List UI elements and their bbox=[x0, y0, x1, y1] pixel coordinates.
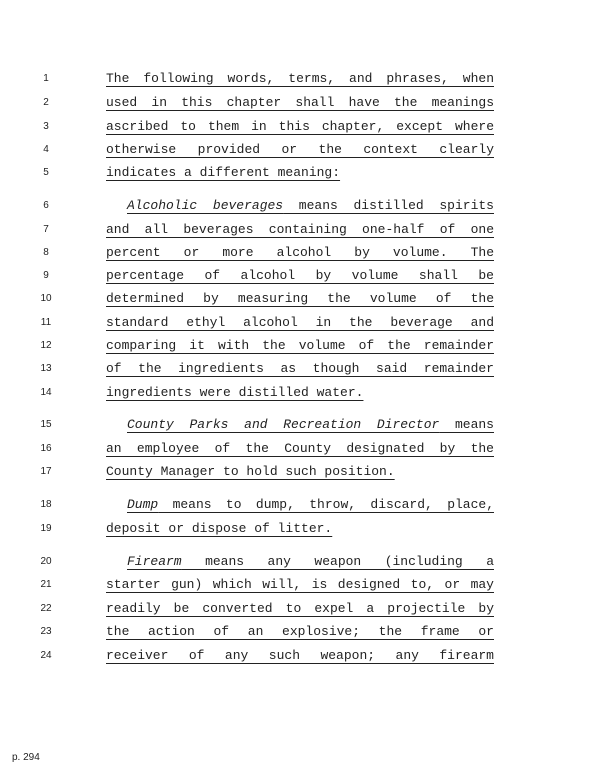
line-text: the action of an explosive; the frame or bbox=[106, 624, 494, 639]
line-text: used in this chapter shall have the meanings bbox=[106, 95, 494, 110]
document-line bbox=[0, 647, 600, 667]
line-number: 3 bbox=[43, 121, 49, 132]
document-line bbox=[0, 384, 600, 404]
line-text bbox=[106, 496, 494, 514]
line-number: 9 bbox=[43, 270, 49, 281]
line-number: 23 bbox=[40, 626, 52, 637]
document-line bbox=[0, 197, 600, 217]
document-line bbox=[0, 244, 600, 264]
line-number: 14 bbox=[40, 387, 52, 398]
line-number: 19 bbox=[40, 523, 52, 534]
document-line bbox=[0, 221, 600, 241]
line-number: 5 bbox=[43, 167, 49, 178]
line-number: 20 bbox=[40, 556, 52, 567]
line-text: and all beverages containing one-half of one bbox=[106, 222, 494, 237]
line-number: 24 bbox=[40, 650, 52, 661]
line-number: 1 bbox=[43, 73, 49, 84]
line-text: ascribed to them in this chapter, except where bbox=[106, 119, 494, 134]
line-number: 16 bbox=[40, 443, 52, 454]
line-text: determined by measuring the volume of the bbox=[106, 291, 494, 306]
definition-text: means to dump, throw, discard, place, bbox=[158, 497, 494, 512]
document-line bbox=[0, 337, 600, 357]
document-line bbox=[0, 314, 600, 334]
defined-term: Alcoholic beverages bbox=[127, 198, 284, 213]
page-number: p. 294 bbox=[12, 752, 40, 763]
defined-term: County Parks and Recreation Director bbox=[127, 417, 440, 432]
line-text: standard ethyl alcohol in the beverage and bbox=[106, 315, 494, 330]
document-line bbox=[0, 463, 600, 483]
line-text: ingredients were distilled water. bbox=[106, 385, 364, 400]
line-text: receiver of any such weapon; any firearm bbox=[106, 648, 494, 663]
line-text: starter gun) which will, is designed to, or may bbox=[106, 577, 494, 592]
line-text: readily be converted to expel a projectile by bbox=[106, 601, 494, 616]
document-line bbox=[0, 360, 600, 380]
document-line bbox=[0, 576, 600, 596]
line-number: 22 bbox=[40, 603, 52, 614]
definition-text: means any weapon (including a bbox=[181, 554, 494, 569]
document-line bbox=[0, 520, 600, 540]
line-number: 8 bbox=[43, 247, 49, 258]
defined-term: Firearm bbox=[127, 554, 182, 569]
line-text: deposit or dispose of litter. bbox=[106, 521, 333, 536]
line-text: The following words, terms, and phrases, when bbox=[106, 71, 494, 86]
line-text bbox=[106, 197, 494, 215]
document-line bbox=[0, 141, 600, 161]
line-text: percentage of alcohol by volume shall be bbox=[106, 268, 494, 283]
line-number: 18 bbox=[40, 499, 52, 510]
document-line bbox=[0, 290, 600, 310]
line-number: 6 bbox=[43, 200, 49, 211]
document-line bbox=[0, 267, 600, 287]
line-text: an employee of the County designated by the bbox=[106, 441, 494, 456]
defined-term: Dump bbox=[127, 497, 159, 512]
line-number: 7 bbox=[43, 224, 49, 235]
document-line bbox=[0, 118, 600, 138]
line-number: 15 bbox=[40, 419, 52, 430]
line-number: 10 bbox=[40, 293, 52, 304]
document-line bbox=[0, 416, 600, 436]
line-text: percent or more alcohol by volume. The bbox=[106, 245, 494, 260]
line-text: of the ingredients as though said remainder bbox=[106, 361, 494, 376]
line-text: otherwise provided or the context clearly bbox=[106, 142, 494, 157]
line-number: 11 bbox=[40, 317, 52, 328]
line-text: indicates a different meaning: bbox=[106, 165, 341, 180]
document-line bbox=[0, 600, 600, 620]
document-line bbox=[0, 623, 600, 643]
line-text bbox=[106, 416, 494, 434]
document-line bbox=[0, 496, 600, 516]
document-line bbox=[0, 70, 600, 90]
document-line bbox=[0, 94, 600, 114]
line-text bbox=[106, 553, 494, 571]
line-number: 2 bbox=[43, 97, 49, 108]
line-text: County Manager to hold such position. bbox=[106, 464, 395, 479]
line-number: 12 bbox=[40, 340, 52, 351]
line-number: 21 bbox=[40, 579, 52, 590]
document-line bbox=[0, 440, 600, 460]
document-line bbox=[0, 164, 600, 184]
definition-text: means bbox=[439, 417, 494, 432]
line-number: 17 bbox=[40, 466, 52, 477]
document-line bbox=[0, 553, 600, 573]
line-text: comparing it with the volume of the remainder bbox=[106, 338, 494, 353]
line-number: 4 bbox=[43, 144, 49, 155]
line-number: 13 bbox=[40, 363, 52, 374]
definition-text: means distilled spirits bbox=[283, 198, 494, 213]
